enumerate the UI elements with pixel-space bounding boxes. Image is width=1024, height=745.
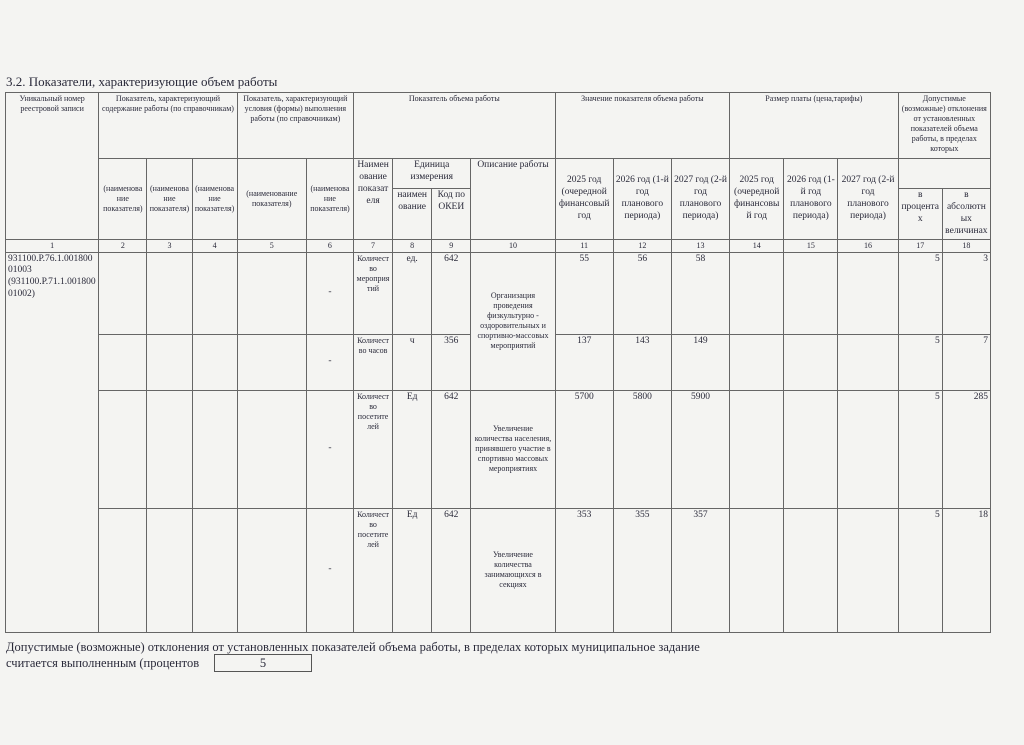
value-2026-cell: 355 <box>613 508 671 632</box>
unit-cell: ед. <box>393 252 432 334</box>
header-name-indicator-6: (наименование показателя) <box>306 159 353 240</box>
header-in-absolute: в абсолютных величинах <box>942 189 990 240</box>
absolute-cell: 7 <box>942 334 990 390</box>
col-number: 18 <box>942 239 990 252</box>
header-volume-value: Значение показателя объема работы <box>555 93 730 159</box>
header-year-2026: 2026 год (1-й год планового периода) <box>613 159 671 240</box>
unit-cell: Ед <box>393 390 432 508</box>
indicator-cell: Количество часов <box>354 334 393 390</box>
description-cell: Увеличение количества населения, принявшего участие в спортивно массовых мероприятиях <box>471 390 555 508</box>
col-number: 16 <box>838 239 898 252</box>
indicator-cell: Количество посетителей <box>354 508 393 632</box>
unique-record-cell: 931100.Р.76.1.00180001003 (931100.Р.71.1.00180001002) <box>6 252 99 632</box>
section-title: 3.2. Показатели, характеризующие объем работы <box>6 74 278 89</box>
okei-cell: 642 <box>432 390 471 508</box>
header-name-indicator-3: (наименование показателя) <box>147 159 192 240</box>
col-number: 4 <box>192 239 237 252</box>
header-year-2025: 2025 год (очередной финансовый год <box>555 159 613 240</box>
dash-cell: - <box>306 334 353 390</box>
value-2026-cell: 56 <box>613 252 671 334</box>
col-number: 17 <box>898 239 942 252</box>
footer-text-line1: Допустимые (возможные) отклонения от установленных показателей объема работы, в пределах которых муниципальное задание <box>6 640 700 654</box>
dash-cell: - <box>306 508 353 632</box>
value-2026-cell: 5800 <box>613 390 671 508</box>
header-volume-indicator: Показатель объема работы <box>354 93 556 159</box>
percent-cell: 5 <box>898 390 942 508</box>
header-fee-size: Размер платы (цена,тарифы) <box>730 93 899 159</box>
dash-cell: - <box>306 390 353 508</box>
header-unique-number: Уникальный номер реестровой записи <box>6 93 99 240</box>
col-number: 11 <box>555 239 613 252</box>
col-number: 9 <box>432 239 471 252</box>
value-2027-cell: 149 <box>671 334 729 390</box>
header-fee-2025: 2025 год (очередной финансовый год <box>730 159 784 240</box>
description-cell: Увеличение количества занимающихся в секциях <box>471 508 555 632</box>
header-vol-name: Наименование показателя <box>354 159 393 240</box>
col-number: 12 <box>613 239 671 252</box>
header-content-indicator: Показатель, характеризующий содержание работы (по справочникам) <box>99 93 237 159</box>
footer-text-line2: считается выполненным (процентов <box>6 656 200 670</box>
col-number: 6 <box>306 239 353 252</box>
value-2025-cell: 353 <box>555 508 613 632</box>
col-number: 1 <box>6 239 99 252</box>
dash-cell: - <box>306 252 353 334</box>
header-name-indicator-4: (наименование показателя) <box>192 159 237 240</box>
header-okei-code: Код по ОКЕИ <box>432 189 471 240</box>
value-2025-cell: 137 <box>555 334 613 390</box>
value-2026-cell: 143 <box>613 334 671 390</box>
col-number: 7 <box>354 239 393 252</box>
indicator-cell: Количество мероприятий <box>354 252 393 334</box>
volume-indicators-table <box>5 92 991 633</box>
absolute-cell: 3 <box>942 252 990 334</box>
okei-cell: 642 <box>432 252 471 334</box>
value-2027-cell: 357 <box>671 508 729 632</box>
col-number: 10 <box>471 239 555 252</box>
value-2025-cell: 55 <box>555 252 613 334</box>
unit-cell: ч <box>393 334 432 390</box>
header-unit-name: наименование <box>393 189 432 240</box>
col-number: 14 <box>730 239 784 252</box>
header-work-description: Описание работы <box>471 159 555 240</box>
value-2027-cell: 5900 <box>671 390 729 508</box>
col-number: 13 <box>671 239 729 252</box>
header-unit: Единица измерения <box>393 159 471 189</box>
col-number: 15 <box>784 239 838 252</box>
percent-cell: 5 <box>898 508 942 632</box>
header-in-percent: в процентах <box>898 189 942 240</box>
okei-cell: 642 <box>432 508 471 632</box>
header-year-2027: 2027 год (2-й год планового периода) <box>671 159 729 240</box>
value-2027-cell: 58 <box>671 252 729 334</box>
percent-cell: 5 <box>898 334 942 390</box>
col-number: 8 <box>393 239 432 252</box>
value-2025-cell: 5700 <box>555 390 613 508</box>
col-number: 2 <box>99 239 147 252</box>
unit-cell: Ед <box>393 508 432 632</box>
col-number: 3 <box>147 239 192 252</box>
header-name-indicator-2: (наименование показателя) <box>99 159 147 240</box>
percent-cell: 5 <box>898 252 942 334</box>
absolute-cell: 18 <box>942 508 990 632</box>
col-number: 5 <box>237 239 306 252</box>
header-fee-2027: 2027 год (2-й год планового периода) <box>838 159 898 240</box>
description-cell: Организация проведения физкультурно - оздоровительных и спортивно-массовых мероприятий <box>471 252 555 390</box>
header-name-indicator-5: (наименование показателя) <box>237 159 306 240</box>
footer-percent-box: 5 <box>214 654 312 672</box>
okei-cell: 356 <box>432 334 471 390</box>
header-deviations: Допустимые (возможные) отклонения от установленных показателей объема работы, в пределах которых <box>898 93 990 159</box>
absolute-cell: 285 <box>942 390 990 508</box>
indicator-cell: Количество посетителей <box>354 390 393 508</box>
header-condition-indicator: Показатель, характеризующий условия (формы) выполнения работы (по справочникам) <box>237 93 353 159</box>
header-fee-2026: 2026 год (1-й год планового периода) <box>784 159 838 240</box>
